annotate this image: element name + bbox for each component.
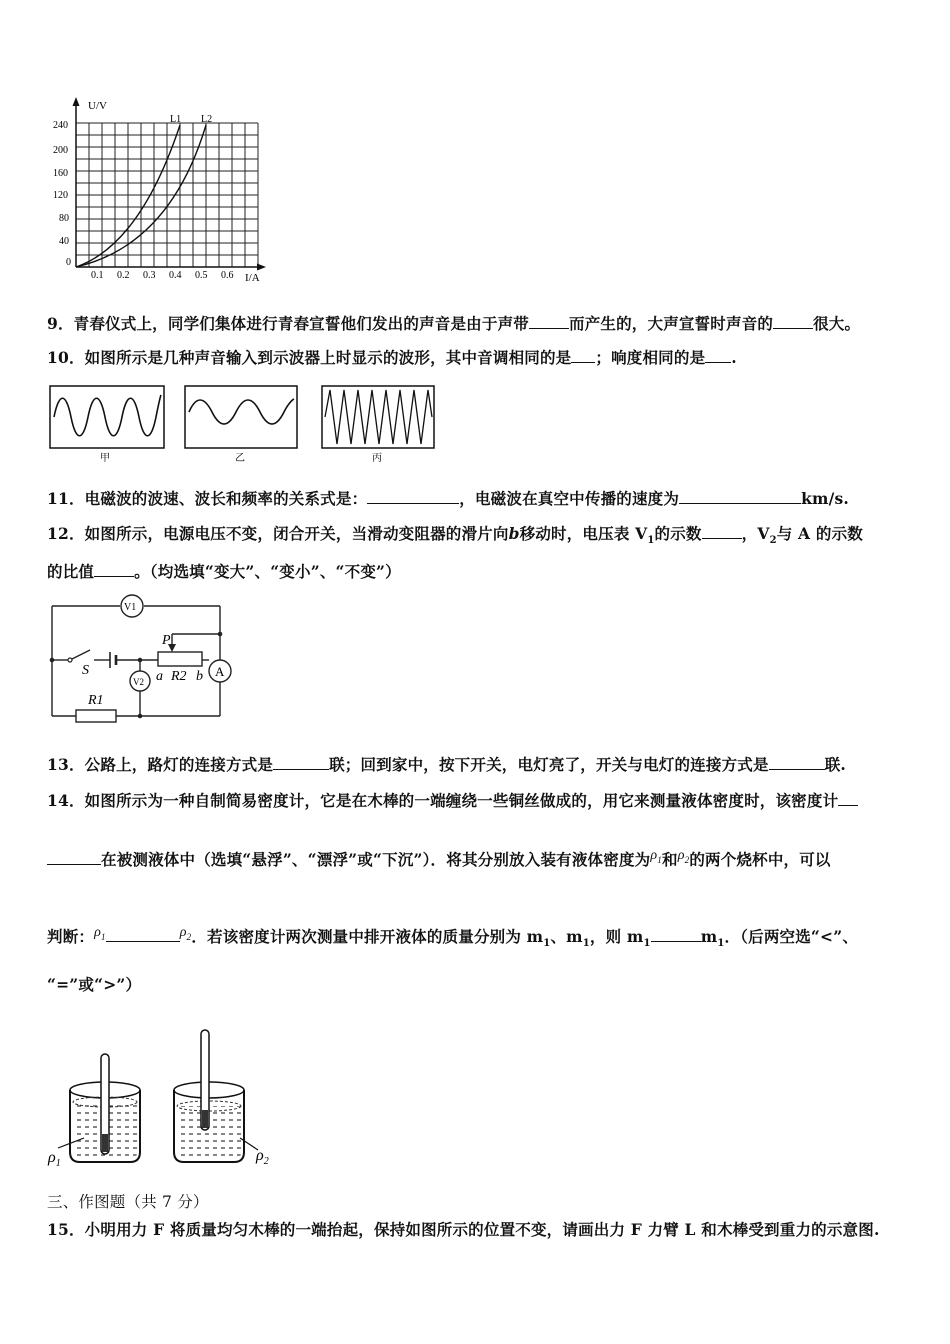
- waveform-bing: [325, 390, 432, 444]
- junction-dot: [218, 632, 223, 637]
- r2-label: R2: [171, 669, 187, 684]
- y-axis-arrow: [73, 97, 80, 106]
- q14-text-k: “=”或“>”）: [47, 975, 142, 994]
- q13-text-a: 13．公路上，路灯的连接方式是: [47, 755, 274, 774]
- y-tick: 120: [53, 190, 68, 201]
- rho2-symbol: [180, 925, 192, 940]
- x-axis-arrow: [257, 264, 266, 271]
- x-tick: 0.3: [143, 270, 156, 281]
- q14-text-g: 、m: [550, 927, 583, 946]
- q12-text-e: ，V: [741, 524, 770, 543]
- q10-text-a: 10．如图所示是几种声音输入到示波器上时显示的波形，其中音调相同的是: [47, 348, 572, 367]
- question-12-line1: [47, 522, 863, 546]
- beaker-right-label: $\rho_2$: [256, 1147, 269, 1167]
- question-14-line4: [47, 973, 141, 995]
- q13-blank-1[interactable]: [273, 755, 329, 770]
- q10-blank-2[interactable]: [705, 348, 731, 363]
- q14-text-f: ．若该密度计两次测量中排开液体的质量分别为 m: [191, 927, 544, 946]
- q12-sub-2: 2: [769, 535, 777, 547]
- terminal-a-label: a: [156, 669, 163, 684]
- y-tick: 40: [59, 236, 69, 247]
- waveform-box-yi: [185, 386, 297, 448]
- y-tick: 80: [59, 213, 69, 224]
- y-tick: 160: [53, 168, 68, 179]
- junction-dot: [138, 714, 143, 719]
- rho2-glyph: ρ: [179, 925, 187, 940]
- rho2-sub: 2: [186, 931, 192, 942]
- q14-sub-1: 1: [543, 938, 551, 950]
- q12-sub-1: 1: [647, 535, 655, 547]
- waveform-box-jia: [50, 386, 164, 448]
- x-tick: 0.1: [91, 270, 104, 281]
- ammeter-label: A: [215, 664, 225, 679]
- origin-label: 0: [66, 257, 71, 268]
- q12-var-b: b: [508, 524, 520, 543]
- q9-text-b: 而产生的，大声宣誓时声音的: [569, 314, 774, 333]
- q12-blank-1[interactable]: [702, 524, 742, 539]
- q10-blank-1[interactable]: [571, 348, 595, 363]
- q14-blank-1b[interactable]: [47, 850, 101, 865]
- q9-text-c: 很大。: [813, 314, 861, 333]
- question-14-line3: [47, 925, 858, 949]
- x-tick: 0.2: [117, 270, 130, 281]
- q13-blank-2[interactable]: [769, 755, 825, 770]
- q14-blank-3[interactable]: [651, 927, 701, 942]
- q9-blank-2[interactable]: [773, 314, 813, 329]
- question-14-line1: [47, 789, 858, 811]
- curve-l2-label: L2: [201, 114, 213, 125]
- y-tick: 240: [53, 120, 68, 131]
- rho2-sub: 2: [684, 854, 690, 865]
- curve-l1-label: L1: [170, 114, 182, 125]
- rho1-symbol: [94, 925, 106, 940]
- q10-text-b: ；响度相同的是: [595, 348, 706, 367]
- q9-text-a: 9．青春仪式上，同学们集体进行青春宣誓他们发出的声音是由于声带: [47, 314, 529, 333]
- question-10: [47, 346, 737, 368]
- question-15: 15．小明用力 F 将质量均匀木棒的一端抬起，保持如图所示的位置不变，请画出力 F 力臂 L 和木棒受到重力的示意图.: [47, 1220, 880, 1239]
- x-tick: 0.4: [169, 270, 182, 281]
- q11-text-b: ，电磁波在真空中传播的速度为: [459, 489, 680, 508]
- switch-label: S: [82, 663, 89, 678]
- rho1-sub: 1: [101, 931, 106, 942]
- q14-text-e: 判断：: [47, 927, 95, 946]
- resistor-r1: [76, 710, 116, 722]
- rho1-symbol: [650, 848, 662, 863]
- question-9: [47, 312, 860, 334]
- question-14-line2: [47, 848, 831, 871]
- beaker-left-label: $\rho_1$: [48, 1149, 61, 1169]
- v1-label: V1: [124, 602, 137, 613]
- junction-dot: [138, 658, 143, 663]
- q14-sub-4: 1: [717, 938, 725, 950]
- q14-sub-3: 1: [643, 938, 651, 950]
- y-axis-label: U/V: [88, 100, 107, 112]
- waveform-label-yi: 乙: [235, 453, 245, 464]
- question-12-line2: [47, 560, 401, 582]
- q14-text-d: 的两个烧杯中，可以: [689, 850, 831, 869]
- q14-text-j: ．（后两空选“<”、: [724, 927, 859, 946]
- ui-graph: [40, 95, 280, 285]
- r1-label: R1: [88, 693, 104, 708]
- q12-text-g: 的比值: [47, 562, 95, 581]
- q14-text-h: ，则 m: [589, 927, 644, 946]
- junction-dot: [50, 658, 55, 663]
- q12-text-c: 移动时，电压表 V: [519, 524, 648, 543]
- waveforms-figure: [46, 382, 446, 464]
- circuit-figure: [44, 594, 244, 726]
- q14-blank-1a[interactable]: [838, 791, 858, 806]
- q12-text-f: 与 A 的示数: [776, 524, 863, 543]
- slider-label: P: [162, 633, 171, 648]
- q14-text-a: 14．如图所示为一种自制简易密度计，它是在木棒的一端缠绕一些铜丝做成的，用它来测量液体密度时，该密度计: [47, 791, 839, 810]
- x-tick: 0.5: [195, 270, 208, 281]
- terminal-b-label: b: [196, 669, 203, 684]
- rheostat-r2: [158, 652, 202, 666]
- v2-label: V2: [133, 677, 144, 687]
- waveform-yi: [189, 399, 294, 424]
- q12-blank-2[interactable]: [94, 562, 134, 577]
- graph-grid: [76, 123, 258, 267]
- q11-blank-2[interactable]: [679, 489, 801, 504]
- q10-text-c: .: [731, 348, 737, 367]
- x-tick: 0.6: [221, 270, 234, 281]
- q14-text-i: m: [700, 927, 718, 946]
- q14-text-c: 和: [661, 850, 678, 869]
- switch-contact: [68, 658, 72, 662]
- waveform-label-jia: 甲: [100, 453, 110, 464]
- rho2-glyph: ρ: [677, 848, 685, 863]
- beakers-figure: [44, 1026, 284, 1176]
- rho1-sub: 1: [657, 854, 662, 865]
- q13-text-c: 联.: [824, 755, 846, 774]
- q12-text-a: 12．如图所示，电源电压不变，闭合开关，当滑动变阻器的滑片向: [47, 524, 509, 543]
- section-3-heading: 三、作图题（共 7 分）: [47, 1193, 209, 1211]
- q11-text-c: km/s.: [801, 489, 850, 508]
- q12-text-d: 的示数: [654, 524, 702, 543]
- rho1-glyph: ρ: [94, 925, 102, 940]
- q14-blank-2[interactable]: [106, 927, 180, 942]
- q14-sub-2: 1: [582, 938, 590, 950]
- q14-text-b: 在被测液体中（选填“悬浮”、“漂浮”或“下沉”）．将其分别放入装有液体密度为: [101, 850, 651, 869]
- q9-blank-1[interactable]: [529, 314, 569, 329]
- rho1-glyph: ρ: [650, 848, 658, 863]
- y-tick: 200: [53, 145, 68, 156]
- question-13: [47, 753, 846, 775]
- waveform-label-bing: 丙: [372, 453, 382, 464]
- x-axis-label: I/A: [245, 272, 260, 284]
- waveform-jia: [54, 395, 161, 436]
- q11-blank-1[interactable]: [367, 489, 459, 504]
- q12-text-h: 。（均选填“变大”、“变小”、“不变”）: [134, 562, 401, 581]
- q13-text-b: 联；回到家中，按下开关，电灯亮了，开关与电灯的连接方式是: [329, 755, 769, 774]
- q11-text-a: 11．电磁波的波速、波长和频率的关系式是：: [47, 489, 368, 508]
- rho2-symbol: [678, 848, 690, 863]
- question-11: [47, 487, 849, 509]
